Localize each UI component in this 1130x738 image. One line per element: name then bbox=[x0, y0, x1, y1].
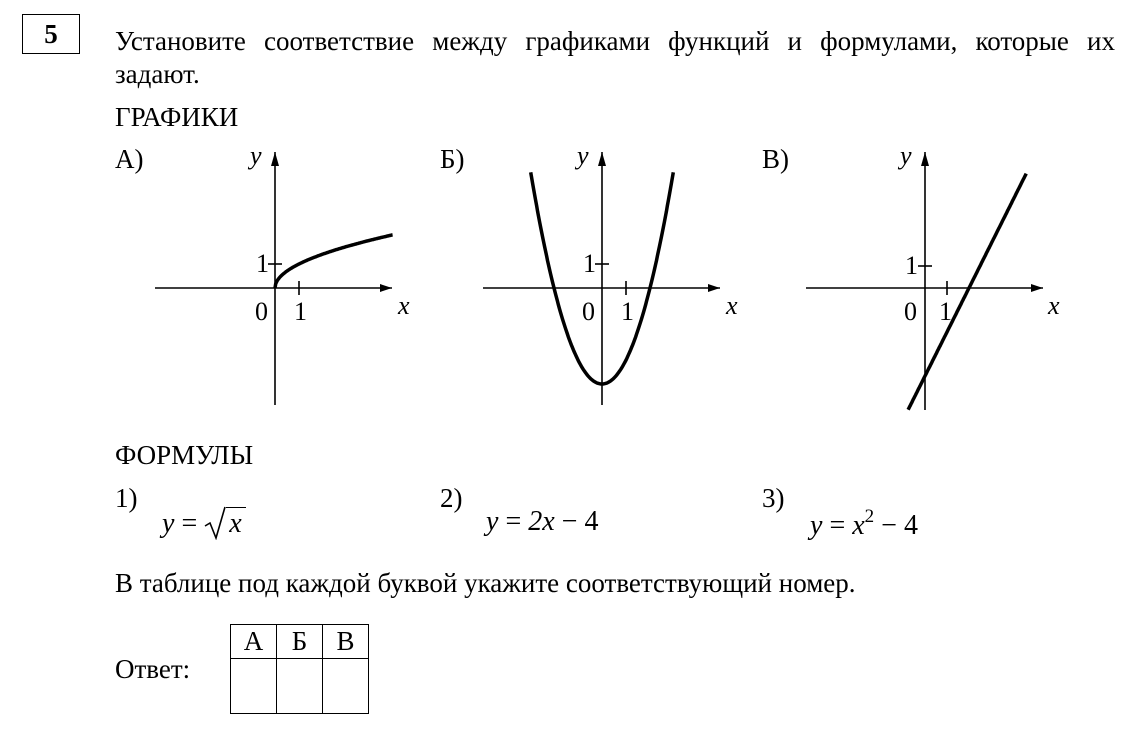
graph-a-label: А) bbox=[115, 144, 144, 174]
graph-a-origin-label: 0 bbox=[255, 297, 268, 326]
answer-table-input-row bbox=[231, 659, 369, 714]
formula-3-base: x bbox=[852, 510, 865, 541]
graph-v-origin-label: 0 bbox=[904, 297, 917, 326]
graph-a-tick-y-label: 1 bbox=[256, 249, 269, 278]
task-number-box: 5 bbox=[22, 14, 80, 54]
graph-a-x-arrow bbox=[380, 284, 392, 292]
graph-v-x-arrow bbox=[1031, 284, 1043, 292]
graph-b-label: Б) bbox=[440, 144, 465, 174]
formula-1-radicand: x bbox=[226, 507, 245, 539]
answer-cell-v[interactable] bbox=[323, 659, 369, 714]
formula-2-lhs: y bbox=[486, 506, 499, 537]
sqrt-sign bbox=[204, 506, 245, 540]
graph-v-y-label: y bbox=[900, 141, 912, 170]
formula-2-op: − bbox=[561, 506, 578, 537]
graph-v-tick-x-label: 1 bbox=[939, 297, 952, 326]
answer-cell-a[interactable] bbox=[231, 659, 277, 714]
formula-1-lhs: y bbox=[162, 508, 175, 539]
formula-2-const: 4 bbox=[584, 506, 599, 537]
graph-a-y-label: y bbox=[250, 141, 262, 170]
instruction-text: В таблице под каждой буквой укажите соответствующий номер. bbox=[115, 568, 856, 598]
formula-2-eq: = bbox=[505, 506, 522, 537]
formula-1-number: 1) bbox=[115, 483, 138, 513]
answer-table bbox=[230, 624, 369, 714]
graph-v-label: В) bbox=[762, 144, 789, 174]
graph-v-y-arrow bbox=[921, 152, 929, 166]
formula-1-eq: = bbox=[181, 508, 198, 539]
formula-3-op: − bbox=[881, 510, 897, 541]
formula-3-exp: 2 bbox=[864, 506, 875, 527]
formulas-heading: ФОРМУЛЫ bbox=[115, 440, 254, 470]
formula-2-number: 2) bbox=[440, 483, 463, 513]
graph-v-x-label: x bbox=[1048, 291, 1060, 320]
graph-a-y-arrow bbox=[271, 152, 279, 166]
graph-b-origin-label: 0 bbox=[582, 297, 595, 326]
graph-v bbox=[795, 140, 1085, 420]
graph-a-tick-x-label: 1 bbox=[294, 297, 307, 326]
graph-b-x-arrow bbox=[708, 284, 720, 292]
graph-v-tick-y-label: 1 bbox=[905, 251, 918, 280]
graph-b-y-label: y bbox=[577, 141, 589, 170]
answer-header-a: А bbox=[231, 625, 277, 659]
graph-b-x-label: x bbox=[726, 291, 738, 320]
formula-3-eq: = bbox=[829, 510, 846, 541]
formula-1 bbox=[162, 506, 246, 540]
graph-b bbox=[470, 140, 760, 420]
formula-2 bbox=[486, 506, 598, 538]
answer-header-b: Б bbox=[277, 625, 323, 659]
graph-a-curve bbox=[275, 235, 393, 288]
formula-3-lhs: y bbox=[810, 510, 823, 541]
graph-a-x-label: x bbox=[398, 291, 410, 320]
answer-table-header-row bbox=[231, 625, 369, 659]
answer-header-v: В bbox=[323, 625, 369, 659]
answer-label: Ответ: bbox=[115, 654, 191, 684]
graphs-heading: ГРАФИКИ bbox=[115, 102, 239, 132]
answer-cell-b[interactable] bbox=[277, 659, 323, 714]
formula-2-rhs: 2x bbox=[528, 506, 555, 537]
graph-b-tick-x-label: 1 bbox=[621, 297, 634, 326]
task-statement: Установите соответствие между графиками функций и формулами, которые их задают. bbox=[115, 26, 1115, 89]
formula-3 bbox=[810, 506, 918, 542]
formula-3-number: 3) bbox=[762, 483, 785, 513]
graph-b-y-arrow bbox=[598, 152, 606, 166]
graph-a bbox=[140, 140, 430, 420]
graph-b-tick-y-label: 1 bbox=[583, 249, 596, 278]
graph-v-curve bbox=[908, 174, 1026, 410]
radical-icon bbox=[204, 506, 226, 540]
formula-3-const: 4 bbox=[903, 510, 918, 541]
